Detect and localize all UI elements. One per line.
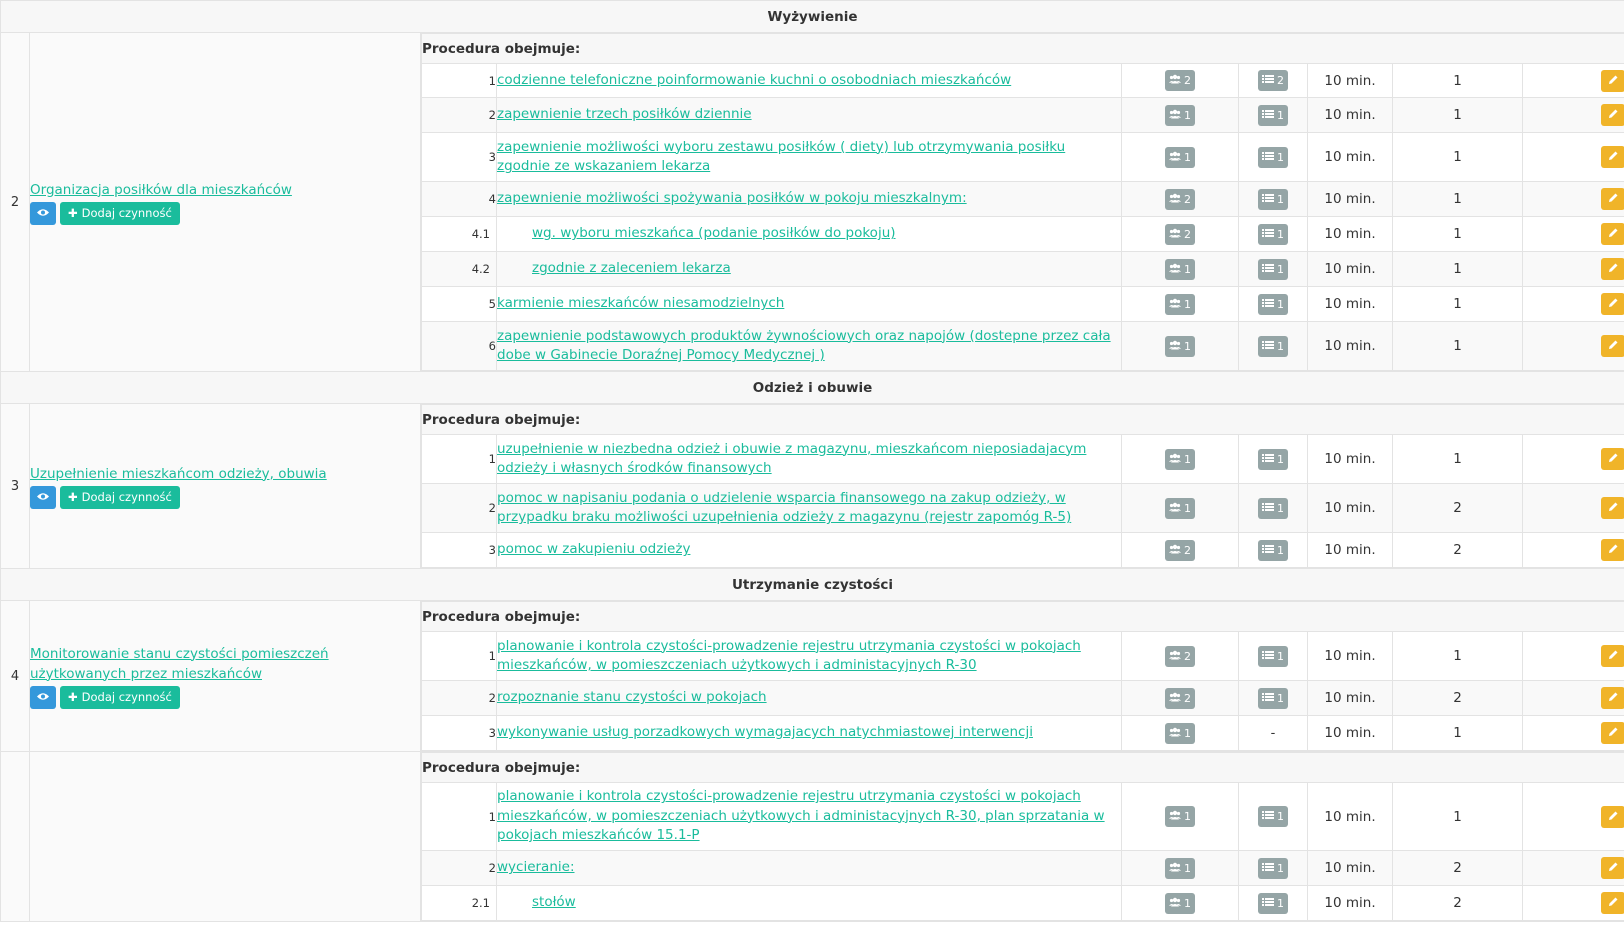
staff-badge[interactable] — [1165, 105, 1195, 126]
procedure-row — [422, 484, 1624, 533]
edit-button[interactable] — [1601, 146, 1624, 168]
procedure-number: 2 — [422, 98, 497, 133]
staff-badge[interactable] — [1165, 723, 1195, 744]
users-icon — [1169, 727, 1181, 740]
list-count: 1 — [1277, 108, 1284, 122]
activity-title-link[interactable]: Uzupełnienie mieszkańcom odzieży, obuwia — [30, 465, 327, 482]
pencil-icon — [1608, 649, 1619, 663]
list-count: 1 — [1277, 861, 1284, 875]
staff-count: 1 — [1184, 108, 1191, 122]
list-count: 1 — [1277, 227, 1284, 241]
pencil-icon — [1608, 810, 1619, 824]
procedure-heading: Procedura obejmuje: — [422, 602, 1624, 632]
count-value: 2 — [1393, 533, 1523, 568]
list-count: 1 — [1277, 192, 1284, 206]
list-badge[interactable] — [1258, 294, 1288, 315]
pencil-icon — [1608, 896, 1619, 910]
list-empty: - — [1270, 725, 1276, 741]
activity-cell — [30, 752, 421, 922]
procedure-heading: Procedura obejmuje: — [422, 405, 1624, 435]
staff-count: 1 — [1184, 150, 1191, 164]
procedure-number: 4.2 — [422, 252, 497, 287]
edit-button[interactable] — [1601, 687, 1624, 709]
list-badge[interactable] — [1258, 858, 1288, 879]
procedure-heading: Procedura obejmuje: — [422, 34, 1624, 64]
edit-button[interactable] — [1601, 857, 1624, 879]
list-icon — [1262, 109, 1274, 122]
list-count: 1 — [1277, 501, 1284, 515]
procedure-row — [422, 533, 1624, 568]
activity-number: 3 — [1, 404, 30, 569]
view-button[interactable] — [30, 486, 56, 509]
staff-badge[interactable] — [1165, 449, 1195, 470]
procedure-row — [422, 435, 1624, 484]
procedure-number: 3 — [422, 533, 497, 568]
staff-count: 1 — [1184, 452, 1191, 466]
procedure-link[interactable]: stołów — [532, 894, 576, 911]
staff-count: 2 — [1184, 691, 1191, 705]
list-count: 1 — [1277, 543, 1284, 557]
list-icon — [1262, 692, 1274, 705]
procedure-table — [421, 404, 1624, 568]
staff-count: 1 — [1184, 861, 1191, 875]
procedure-number: 2 — [422, 484, 497, 533]
list-count: 1 — [1277, 262, 1284, 276]
staff-badge[interactable] — [1165, 858, 1195, 879]
list-icon — [1262, 810, 1274, 823]
list-icon — [1262, 263, 1274, 276]
staff-count: 1 — [1184, 896, 1191, 910]
pencil-icon — [1608, 108, 1619, 122]
pencil-icon — [1608, 501, 1619, 515]
count-value: 1 — [1393, 64, 1523, 98]
time-value: 10 min. — [1308, 851, 1393, 886]
time-value: 10 min. — [1308, 322, 1393, 371]
procedure-row — [422, 252, 1624, 287]
pencil-icon — [1608, 227, 1619, 241]
list-count: 1 — [1277, 691, 1284, 705]
procedure-link[interactable]: planowanie i kontrola czystości-prowadzenie rejestru utrzymania czystości w pokojach mieszkańców, w pomieszczeniach użytkowych i administacyjnych R-30, plan sprzatania w pokojach mieszkańców 15.1-P — [497, 788, 1105, 844]
list-icon — [1262, 228, 1274, 241]
activity-number — [1, 752, 30, 922]
pencil-icon — [1608, 691, 1619, 705]
count-value: 1 — [1393, 133, 1523, 182]
list-icon — [1262, 862, 1274, 875]
staff-badge[interactable] — [1165, 70, 1195, 91]
add-activity-label: Dodaj czynność — [81, 206, 172, 220]
procedure-number: 2 — [422, 851, 497, 886]
pencil-icon — [1608, 297, 1619, 311]
pencil-icon — [1608, 262, 1619, 276]
staff-badge[interactable] — [1165, 540, 1195, 561]
edit-button[interactable] — [1601, 70, 1624, 92]
count-value: 1 — [1393, 716, 1523, 751]
count-value: 1 — [1393, 217, 1523, 252]
count-value: 2 — [1393, 681, 1523, 716]
list-count: 1 — [1277, 810, 1284, 823]
procedure-number: 6 — [422, 322, 497, 371]
users-icon — [1169, 453, 1181, 466]
list-icon — [1262, 74, 1274, 87]
plus-icon: ✚ — [68, 490, 78, 504]
plus-icon: ✚ — [68, 690, 78, 704]
procedure-table — [421, 752, 1624, 921]
count-value: 2 — [1393, 886, 1523, 921]
activity-title-link[interactable]: Monitorowanie stanu czystości pomieszczeń użytkowanych przez mieszkańców — [30, 645, 329, 682]
staff-count: 1 — [1184, 297, 1191, 311]
edit-button[interactable] — [1601, 223, 1624, 245]
procedure-link[interactable]: pomoc w zakupieniu odzieży — [497, 541, 691, 558]
edit-button[interactable] — [1601, 335, 1624, 357]
procedure-link[interactable]: pomoc w napisaniu podania o udzielenie wsparcia finansowego na zakup odzieży, w przypadku braku możliwości uzupełnienia odzieży z magazynu (rejestr zapomóg R-5) — [497, 489, 1072, 525]
list-count: 2 — [1277, 74, 1284, 87]
users-icon — [1169, 544, 1181, 557]
time-value: 10 min. — [1308, 217, 1393, 252]
count-value: 2 — [1393, 484, 1523, 533]
pencil-icon — [1608, 339, 1619, 353]
procedure-link[interactable]: zapewnienie możliwości wyboru zestawu posiłków ( diety) lub otrzymywania posiłku zgodnie ze wskazaniem lekarza — [497, 138, 1066, 174]
list-badge[interactable] — [1258, 70, 1288, 91]
users-icon — [1169, 263, 1181, 276]
pencil-icon — [1608, 543, 1619, 557]
list-count: 1 — [1277, 297, 1284, 311]
eye-icon — [37, 206, 49, 220]
staff-count: 1 — [1184, 726, 1191, 740]
activity-title-link[interactable]: Organizacja posiłków dla mieszkańców — [30, 181, 292, 198]
count-value: 1 — [1393, 322, 1523, 371]
pencil-icon — [1608, 150, 1619, 164]
procedure-table — [421, 601, 1624, 751]
pencil-icon — [1608, 452, 1619, 466]
procedure-row — [422, 98, 1624, 133]
list-badge[interactable] — [1258, 646, 1288, 667]
time-value: 10 min. — [1308, 716, 1393, 751]
users-icon — [1169, 897, 1181, 910]
procedure-heading: Procedura obejmuje: — [422, 753, 1624, 783]
time-value: 10 min. — [1308, 133, 1393, 182]
time-value: 10 min. — [1308, 64, 1393, 98]
list-icon — [1262, 298, 1274, 311]
procedure-number: 1 — [422, 435, 497, 484]
time-value: 10 min. — [1308, 632, 1393, 681]
list-badge[interactable] — [1258, 259, 1288, 280]
list-count: 1 — [1277, 896, 1284, 910]
edit-button[interactable] — [1601, 892, 1624, 914]
procedure-row — [422, 716, 1624, 751]
section-header: Wyżywienie — [1, 1, 1624, 33]
pencil-icon — [1608, 726, 1619, 740]
activity-number: 2 — [1, 33, 30, 372]
staff-badge[interactable] — [1165, 336, 1195, 357]
list-badge[interactable] — [1258, 189, 1288, 210]
procedure-link[interactable]: zgodnie z zaleceniem lekarza — [532, 260, 731, 277]
users-icon — [1169, 109, 1181, 122]
activity-cell — [30, 404, 421, 569]
list-badge[interactable] — [1258, 449, 1288, 470]
edit-button[interactable] — [1601, 806, 1624, 828]
procedure-row — [422, 783, 1624, 851]
staff-badge[interactable] — [1165, 189, 1195, 210]
staff-count: 2 — [1184, 227, 1191, 241]
users-icon — [1169, 692, 1181, 705]
procedure-number: 4.1 — [422, 217, 497, 252]
count-value: 1 — [1393, 632, 1523, 681]
count-value: 1 — [1393, 435, 1523, 484]
list-icon — [1262, 453, 1274, 466]
add-activity-button[interactable] — [60, 202, 180, 225]
procedure-number: 2 — [422, 681, 497, 716]
list-icon — [1262, 897, 1274, 910]
procedure-row — [422, 322, 1624, 371]
section-header: Utrzymanie czystości — [1, 569, 1624, 601]
pencil-icon — [1608, 74, 1619, 88]
view-button[interactable] — [30, 202, 56, 225]
list-icon — [1262, 340, 1274, 353]
staff-count: 1 — [1184, 501, 1191, 515]
edit-button[interactable] — [1601, 539, 1624, 561]
procedure-row — [422, 182, 1624, 217]
edit-button[interactable] — [1601, 722, 1624, 744]
procedure-row — [422, 886, 1624, 921]
list-badge[interactable] — [1258, 498, 1288, 519]
count-value: 1 — [1393, 287, 1523, 322]
staff-count: 1 — [1184, 339, 1191, 353]
procedure-row — [422, 133, 1624, 182]
procedure-number: 1 — [422, 632, 497, 681]
edit-button[interactable] — [1601, 104, 1624, 126]
time-value: 10 min. — [1308, 252, 1393, 287]
add-activity-label: Dodaj czynność — [81, 690, 172, 704]
procedure-row — [422, 64, 1624, 98]
add-activity-button[interactable] — [60, 486, 180, 509]
count-value: 1 — [1393, 98, 1523, 133]
staff-count: 1 — [1184, 810, 1191, 823]
edit-button[interactable] — [1601, 188, 1624, 210]
procedure-link[interactable]: codzienne telefoniczne poinformowanie kuchni o osobodniach mieszkańców — [497, 71, 1012, 88]
procedure-number: 3 — [422, 716, 497, 751]
list-badge[interactable] — [1258, 224, 1288, 245]
list-badge[interactable] — [1258, 806, 1288, 827]
count-value: 1 — [1393, 252, 1523, 287]
time-value: 10 min. — [1308, 182, 1393, 217]
procedure-link[interactable]: karmienie mieszkańców niesamodzielnych — [497, 295, 785, 312]
add-activity-label: Dodaj czynność — [81, 490, 172, 504]
staff-badge[interactable] — [1165, 259, 1195, 280]
procedure-link[interactable]: rozpoznanie stanu czystości w pokojach — [497, 689, 767, 706]
procedure-number: 2.1 — [422, 886, 497, 921]
procedure-number: 5 — [422, 287, 497, 322]
list-count: 1 — [1277, 452, 1284, 466]
users-icon — [1169, 340, 1181, 353]
list-badge[interactable] — [1258, 540, 1288, 561]
staff-count: 2 — [1184, 74, 1191, 87]
staff-badge[interactable] — [1165, 893, 1195, 914]
time-value: 10 min. — [1308, 98, 1393, 133]
procedure-link[interactable]: zapewnienie trzech posiłków dziennie — [497, 106, 752, 123]
users-icon — [1169, 74, 1181, 87]
edit-button[interactable] — [1601, 258, 1624, 280]
procedure-number: 3 — [422, 133, 497, 182]
procedure-link[interactable]: wycieranie: — [497, 859, 575, 876]
add-activity-button[interactable] — [60, 686, 180, 709]
procedure-link[interactable]: uzupełnienie w niezbedna odzież i obuwie z magazynu, mieszkańcom nieposiadajacym odzieży i własnych środków finansowych — [497, 440, 1087, 476]
eye-icon — [37, 490, 49, 504]
time-value: 10 min. — [1308, 783, 1393, 851]
time-value: 10 min. — [1308, 484, 1393, 533]
edit-button[interactable] — [1601, 293, 1624, 315]
list-badge[interactable] — [1258, 688, 1288, 709]
pencil-icon — [1608, 861, 1619, 875]
staff-badge[interactable] — [1165, 294, 1195, 315]
users-icon — [1169, 502, 1181, 515]
time-value: 10 min. — [1308, 533, 1393, 568]
procedure-number: 1 — [422, 64, 497, 98]
list-count: 1 — [1277, 150, 1284, 164]
procedure-link[interactable]: wg. wyboru mieszkańca (podanie posiłków do pokoju) — [532, 225, 896, 242]
procedure-table — [421, 33, 1624, 371]
section-header: Odzież i obuwie — [1, 372, 1624, 404]
staff-count: 2 — [1184, 543, 1191, 557]
procedure-row — [422, 851, 1624, 886]
staff-badge[interactable] — [1165, 806, 1195, 827]
list-count: 1 — [1277, 339, 1284, 353]
count-value: 2 — [1393, 851, 1523, 886]
users-icon — [1169, 193, 1181, 206]
time-value: 10 min. — [1308, 681, 1393, 716]
users-icon — [1169, 862, 1181, 875]
procedure-row — [422, 681, 1624, 716]
list-icon — [1262, 544, 1274, 557]
procedure-link[interactable]: planowanie i kontrola czystości-prowadzenie rejestru utrzymania czystości w pokojach mieszkańców, w pomieszczeniach użytkowych i administacyjnych R-30 — [497, 637, 1081, 673]
list-icon — [1262, 502, 1274, 515]
pencil-icon — [1608, 192, 1619, 206]
time-value: 10 min. — [1308, 886, 1393, 921]
staff-badge[interactable] — [1165, 147, 1195, 168]
time-value: 10 min. — [1308, 435, 1393, 484]
list-icon — [1262, 151, 1274, 164]
list-count: 1 — [1277, 649, 1284, 663]
plus-icon: ✚ — [68, 206, 78, 220]
time-value: 10 min. — [1308, 287, 1393, 322]
staff-count: 1 — [1184, 262, 1191, 276]
list-badge[interactable] — [1258, 893, 1288, 914]
procedure-link[interactable]: zapewnienie podstawowych produktów żywnościowych oraz napojów (dostepne przez cała dobe w Gabinecie Doraźnej Pomocy Medycznej ) — [497, 327, 1111, 363]
edit-button[interactable] — [1601, 497, 1624, 519]
users-icon — [1169, 810, 1181, 823]
staff-badge[interactable] — [1165, 688, 1195, 709]
view-button[interactable] — [30, 686, 56, 709]
staff-badge[interactable] — [1165, 498, 1195, 519]
activity-cell — [30, 33, 421, 372]
users-icon — [1169, 650, 1181, 663]
procedure-row — [422, 287, 1624, 322]
list-badge[interactable] — [1258, 336, 1288, 357]
activity-cell — [30, 601, 421, 752]
edit-button[interactable] — [1601, 448, 1624, 470]
users-icon — [1169, 151, 1181, 164]
activity-number: 4 — [1, 601, 30, 752]
list-icon — [1262, 193, 1274, 206]
staff-badge[interactable] — [1165, 646, 1195, 667]
count-value: 1 — [1393, 783, 1523, 851]
list-badge[interactable] — [1258, 105, 1288, 126]
staff-count: 2 — [1184, 192, 1191, 206]
eye-icon — [37, 690, 49, 704]
list-badge[interactable] — [1258, 147, 1288, 168]
count-value: 1 — [1393, 182, 1523, 217]
procedure-row — [422, 632, 1624, 681]
procedure-row — [422, 217, 1624, 252]
users-icon — [1169, 298, 1181, 311]
edit-button[interactable] — [1601, 645, 1624, 667]
list-icon — [1262, 650, 1274, 663]
staff-count: 2 — [1184, 649, 1191, 663]
staff-badge[interactable] — [1165, 224, 1195, 245]
procedure-link[interactable]: zapewnienie możliwości spożywania posiłków w pokoju mieszkalnym: — [497, 190, 967, 207]
procedure-number: 1 — [422, 783, 497, 851]
procedure-number: 4 — [422, 182, 497, 217]
users-icon — [1169, 228, 1181, 241]
procedure-link[interactable]: wykonywanie usług porzadkowych wymagajacych natychmiastowej interwencji — [497, 724, 1033, 741]
